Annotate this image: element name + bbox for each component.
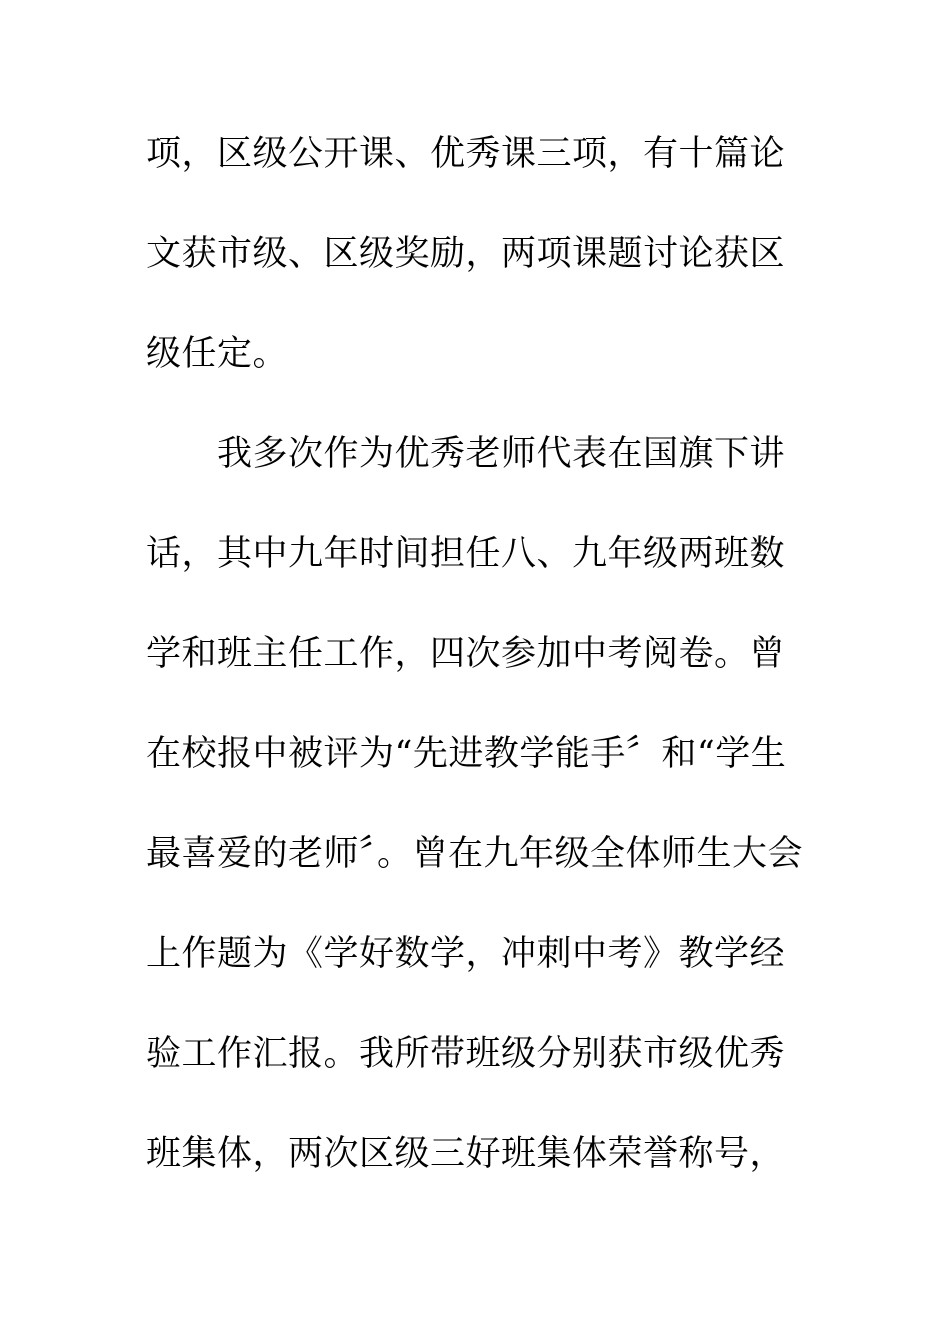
text-line: 项，区级公开课、优秀课三项，有十篇论 — [146, 134, 786, 174]
paragraph-start-line: 我多次作为优秀老师代表在国旗下讲 — [146, 434, 786, 474]
text-line: 上作题为《学好数学，冲刺中考》教学经 — [146, 934, 786, 974]
text-line: 话，其中九年时间担任八、九年级两班数 — [146, 534, 786, 574]
text-line: 最喜爱的老师〞。曾在九年级全体师生大会 — [146, 834, 804, 874]
text-line: 验工作汇报。我所带班级分别获市级优秀 — [146, 1034, 786, 1074]
text-line: 班集体，两次区级三好班集体荣誉称号， — [146, 1134, 786, 1174]
body-text — [146, 126, 806, 1226]
text-line: 文获市级、区级奖励，两项课题讨论获区 — [146, 234, 786, 274]
text-line: 在校报中被评为“先进教学能手〞和“学生 — [146, 734, 787, 774]
text-line: 级任定。 — [146, 334, 289, 374]
text-line: 学和班主任工作，四次参加中考阅卷。曾 — [146, 634, 786, 674]
